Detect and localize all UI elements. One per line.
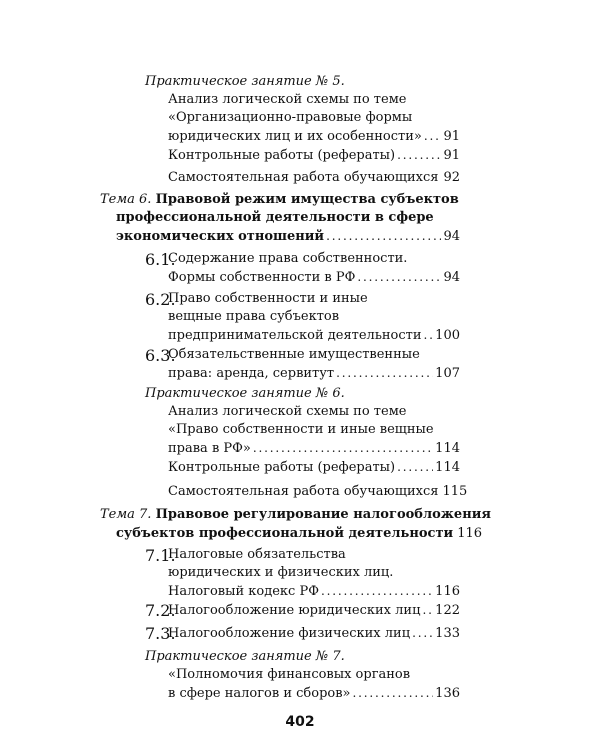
entry-text: «Организационно-правовые формы: [168, 110, 413, 125]
dot-leader: [253, 439, 433, 458]
page-ref: 136: [435, 686, 460, 701]
toc-entry-7-3: [145, 624, 460, 642]
topic-title: экономических отношений: [116, 229, 325, 244]
page-ref: 91: [443, 129, 460, 144]
entry-last-line: [168, 146, 460, 164]
toc-entry-6-2: [145, 290, 460, 344]
page-ref: 107: [435, 366, 460, 381]
topic-title: Правовой режим имущества субъектов: [155, 192, 459, 207]
toc-entry-7-2: [145, 601, 460, 619]
toc-entry-topic-7: [100, 506, 491, 542]
entry-text: предпринимательской деятельности: [168, 328, 422, 343]
toc-entry-practical-5: [145, 73, 460, 145]
page-ref: 116: [435, 584, 460, 599]
entry-last-line: [168, 582, 460, 600]
page-ref: 100: [435, 328, 460, 343]
entry-last-line: [100, 524, 483, 542]
entry-last-line: [145, 127, 460, 145]
section-number: 7.3.: [145, 624, 176, 643]
entry-text: Самостоятельная работа обучающихся: [168, 484, 439, 499]
entry-text: Формы собственности в РФ: [168, 270, 356, 285]
toc-entry-6-1: [145, 250, 460, 286]
topic-label: Тема 7.: [100, 507, 152, 522]
entry-text: Право собственности и иные: [168, 291, 368, 306]
dot-leader: [422, 601, 433, 620]
toc-entry-control-works-5: [168, 146, 460, 164]
practical-label: Практическое занятие № 6.: [145, 386, 345, 401]
entry-text: Контрольные работы (рефераты): [168, 148, 396, 163]
entry-text: юридических и физических лиц.: [168, 565, 394, 580]
dot-leader: [397, 146, 441, 165]
dot-leader: [412, 624, 433, 643]
entry-last-line: [100, 227, 460, 245]
dot-leader: [321, 582, 433, 601]
entry-text: Налогообложение юридических лиц: [168, 603, 421, 618]
topic-title: Правовое регулирование налогообложения: [155, 507, 491, 522]
page-ref: 114: [435, 460, 460, 475]
toc-entry-practical-6: [145, 385, 460, 457]
toc-entry-topic-6: [100, 191, 460, 245]
entry-last-line: [145, 684, 460, 702]
entry-text: «Полномочия финансовых органов: [168, 667, 411, 682]
section-number: 6.2.: [145, 290, 176, 309]
toc-entry-self-work-6: [168, 482, 468, 500]
toc-entry-self-work-5: [168, 168, 460, 186]
toc-entry-practical-7: [145, 648, 460, 702]
dot-leader: [326, 227, 441, 246]
dot-leader: [357, 268, 441, 287]
dot-leader: [336, 364, 433, 383]
page-ref: 94: [443, 229, 460, 244]
page-ref: 91: [443, 148, 460, 163]
entry-last-line: [168, 624, 460, 642]
topic-title: профессиональной деятельности в сфере: [116, 210, 434, 225]
dot-leader: [440, 168, 441, 187]
entry-last-line: [168, 326, 460, 344]
toc-entry-6-3: [145, 346, 460, 382]
practical-label: Практическое занятие № 7.: [145, 649, 345, 664]
dot-leader: [397, 458, 433, 477]
entry-text: Анализ логической схемы по теме: [168, 404, 407, 419]
section-number: 6.1.: [145, 250, 176, 269]
dot-leader: [424, 127, 442, 146]
entry-text: в сфере налогов и сборов»: [168, 686, 351, 701]
section-number: 7.1.: [145, 546, 176, 565]
entry-text: Налоговые обязательства: [168, 547, 346, 562]
topic-title: субъектов профессиональной деятельности: [116, 526, 454, 541]
entry-text: Обязательственные имущественные: [168, 347, 420, 362]
page-ref: 116: [457, 526, 483, 541]
page-ref: 94: [443, 270, 460, 285]
entry-text: Налоговый кодекс РФ: [168, 584, 319, 599]
page-ref: 133: [435, 626, 460, 641]
page-ref: 122: [435, 603, 460, 618]
dot-leader: [424, 326, 434, 345]
entry-text: Содержание права собственности.: [168, 251, 408, 266]
entry-last-line: [168, 601, 460, 619]
entry-last-line: [168, 168, 460, 186]
entry-last-line: [145, 439, 460, 457]
dot-leader: [353, 684, 434, 703]
entry-text: юридических лиц и их особенности»: [168, 129, 422, 144]
page-ref: 114: [435, 441, 460, 456]
entry-last-line: [168, 482, 468, 500]
page-ref: 115: [442, 484, 468, 499]
entry-last-line: [168, 458, 460, 476]
entry-text: Самостоятельная работа обучающихся: [168, 170, 439, 185]
section-number: 6.3.: [145, 346, 176, 365]
page-number: 402: [285, 714, 315, 730]
entry-text: вещные права субъектов: [168, 309, 340, 324]
entry-last-line: [168, 268, 460, 286]
topic-label: Тема 6.: [100, 192, 152, 207]
practical-label: Практическое занятие № 5.: [145, 74, 345, 89]
entry-text: Налогообложение физических лиц: [168, 626, 411, 641]
topic-first-line: [100, 506, 491, 524]
toc-entry-7-1: [145, 546, 460, 600]
entry-text: Анализ логической схемы по теме: [168, 92, 407, 107]
toc-entry-control-works-6: [168, 458, 460, 476]
section-number: 7.2.: [145, 601, 176, 620]
entry-text: права: аренда, сервитут: [168, 366, 335, 381]
entry-text: «Право собственности и иные вещные: [168, 422, 434, 437]
entry-text: права в РФ»: [168, 441, 251, 456]
entry-text: Контрольные работы (рефераты): [168, 460, 396, 475]
page-ref: 92: [443, 170, 460, 185]
entry-last-line: [168, 364, 460, 382]
topic-first-line: [100, 191, 460, 209]
